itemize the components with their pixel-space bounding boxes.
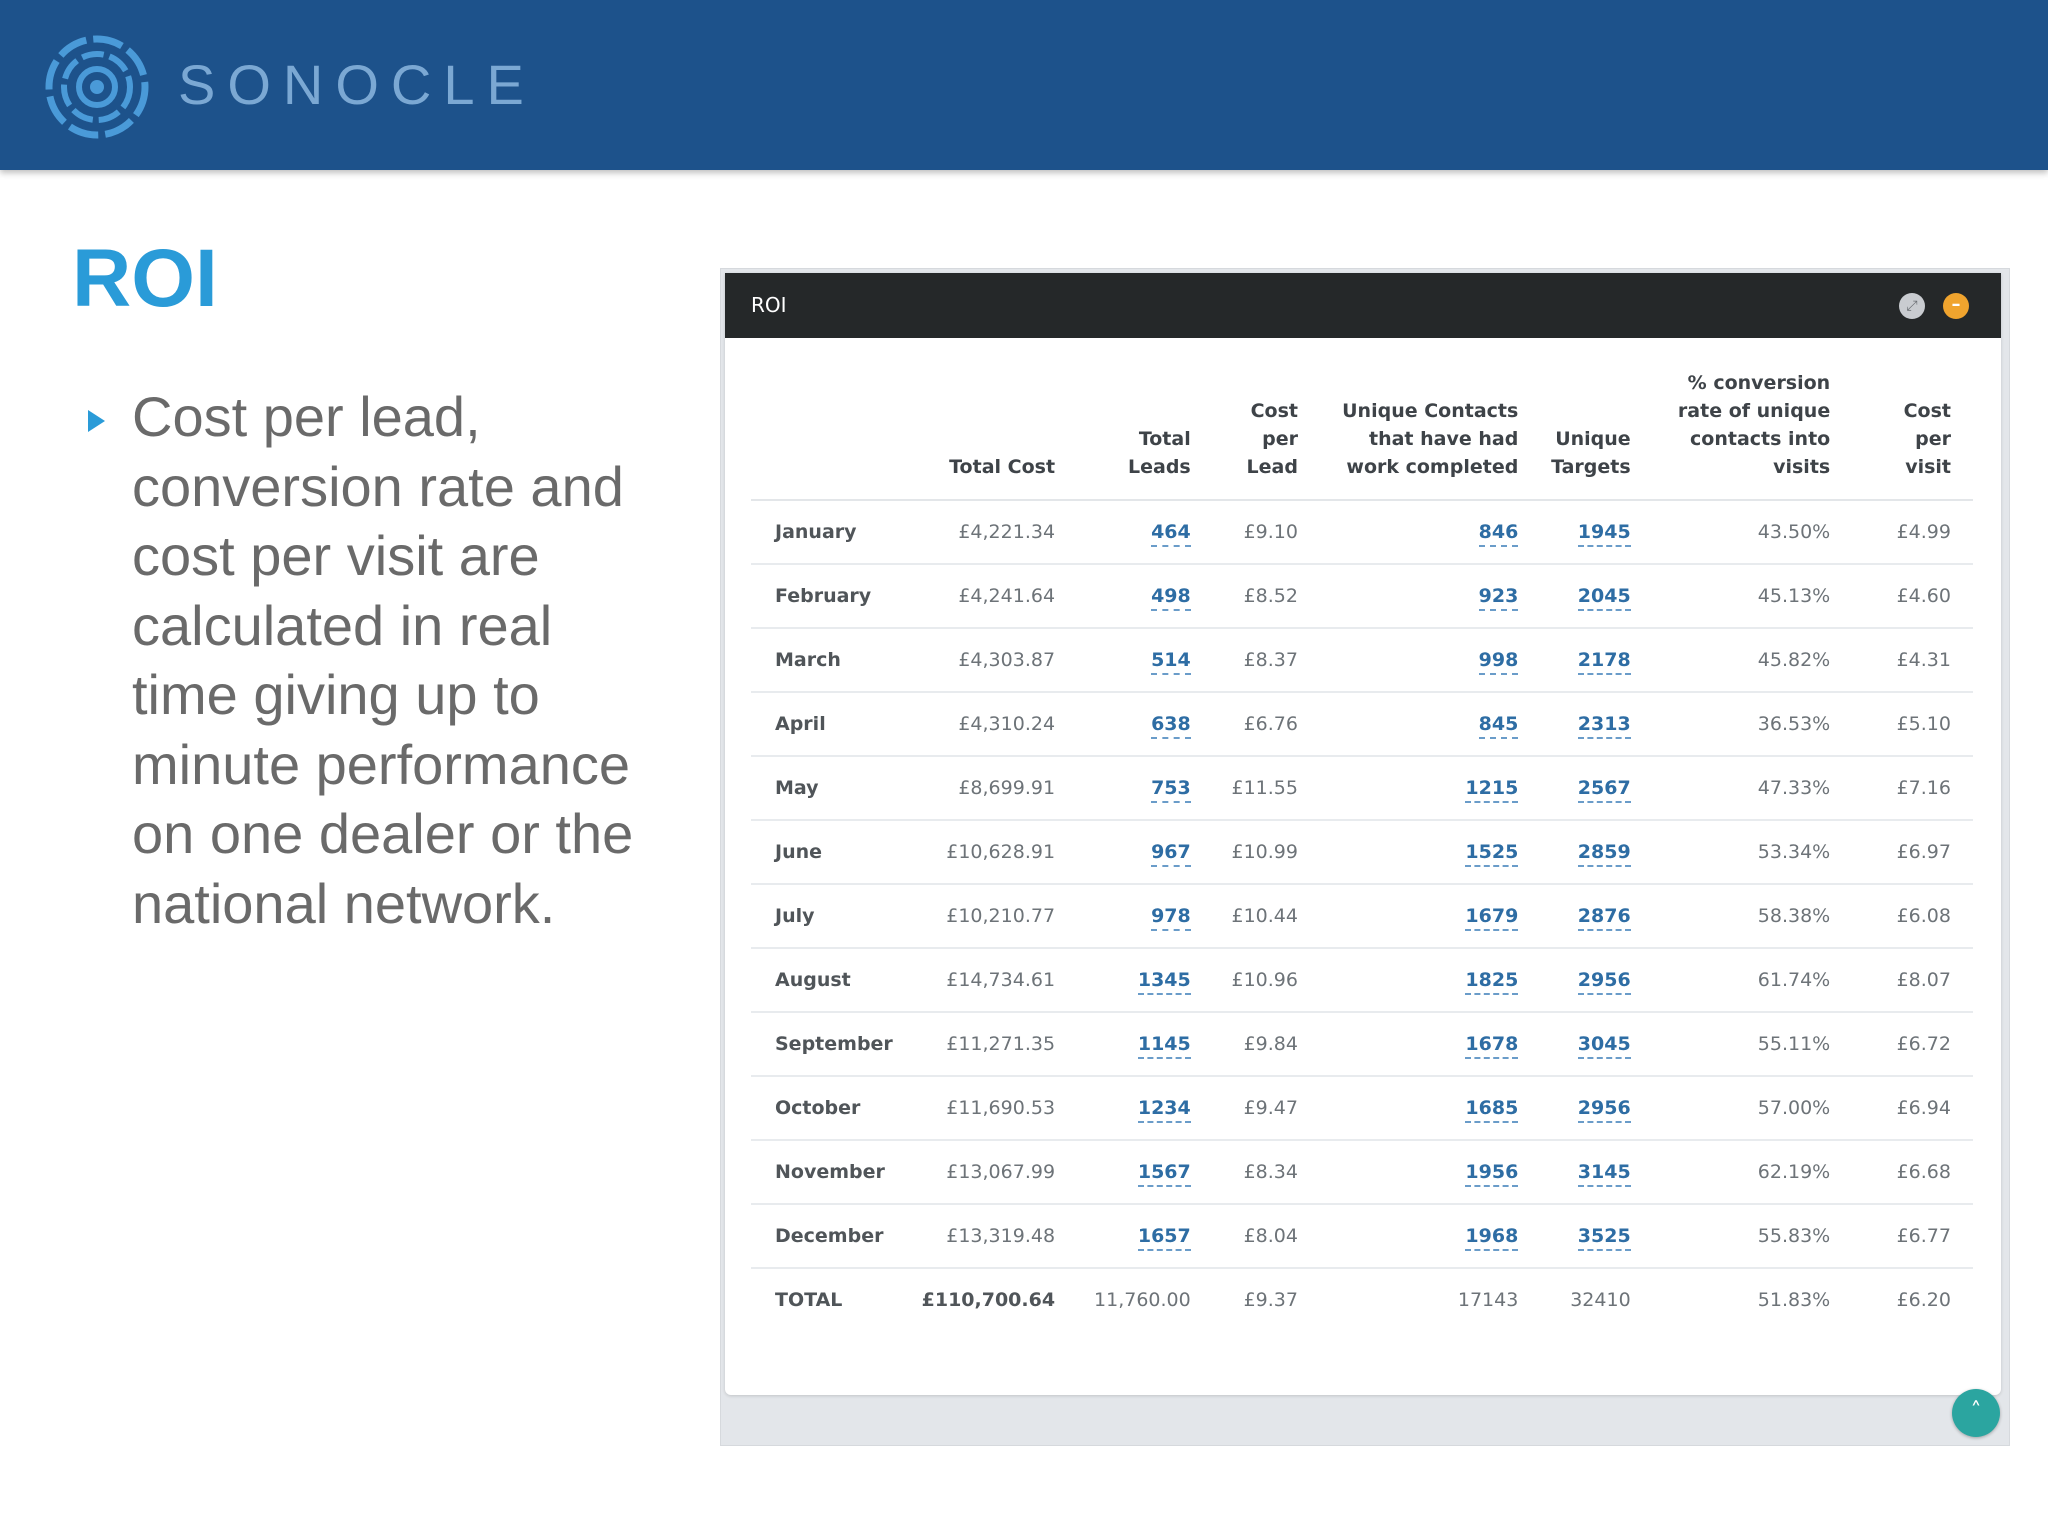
total-leads-cell [1077,564,1213,628]
unique-contacts-cell [1320,1140,1540,1204]
total-leads-link[interactable]: 638 [1151,713,1191,739]
cost-per-lead-cell: £10.96 [1213,948,1320,1012]
table-row [751,500,1973,564]
unique-contacts-link[interactable]: 845 [1479,713,1519,739]
unique-targets-cell [1540,884,1652,948]
cost-per-lead-cell: £9.47 [1213,1076,1320,1140]
cost-per-lead-cell: £6.76 [1213,692,1320,756]
unique-targets-link[interactable]: 2045 [1578,585,1631,611]
total-cost-cell: £4,221.34 [915,500,1077,564]
cost-per-visit-cell: £6.77 [1852,1204,1973,1268]
unique-contacts-link[interactable]: 923 [1479,585,1519,611]
unique-targets-cell [1540,756,1652,820]
table-row [751,1012,1973,1076]
cost-per-visit-cell: £6.68 [1852,1140,1973,1204]
cost-per-lead-cell: £9.84 [1213,1012,1320,1076]
cost-per-visit-cell: £6.97 [1852,820,1973,884]
cost-per-visit-cell: £6.72 [1852,1012,1973,1076]
conversion-cell: 55.83% [1653,1204,1853,1268]
total-cost-per-lead-value: £9.37 [1243,1289,1298,1311]
month-cell: April [751,692,915,756]
total-leads-link[interactable]: 498 [1151,585,1191,611]
panel-title-bar [725,273,2001,338]
table-row [751,756,1973,820]
table-row [751,1076,1973,1140]
month-cell: November [751,1140,915,1204]
unique-targets-link[interactable]: 2956 [1578,1097,1631,1123]
unique-contacts-cell [1320,820,1540,884]
column-header-conversion[interactable]: % conversion rate of unique contacts into visits [1653,369,1853,500]
table-row [751,564,1973,628]
total-cost-cell: £11,271.35 [915,1012,1077,1076]
conversion-cell: 36.53% [1653,692,1853,756]
total-leads-link[interactable]: 1145 [1138,1033,1191,1059]
unique-targets-cell [1540,1204,1652,1268]
month-cell: December [751,1204,915,1268]
table-row [751,1140,1973,1204]
unique-targets-link[interactable]: 2859 [1578,841,1631,867]
unique-contacts-link[interactable]: 846 [1479,521,1519,547]
table-row [751,628,1973,692]
total-leads-cell [1077,1140,1213,1204]
total-cost-cell: £10,628.91 [915,820,1077,884]
unique-contacts-link[interactable]: 1685 [1465,1097,1518,1123]
total-conversion-value: 51.83% [1757,1289,1831,1311]
unique-targets-cell [1540,692,1652,756]
total-leads-link[interactable]: 1567 [1138,1161,1191,1187]
unique-targets-cell [1540,948,1652,1012]
total-cost-cell: £13,319.48 [915,1204,1077,1268]
conversion-cell: 43.50% [1653,500,1853,564]
cost-per-visit-cell: £6.94 [1852,1076,1973,1140]
total-label: TOTAL [775,1289,843,1311]
total-leads-value: 11,760.00 [1094,1289,1191,1311]
total-unique-targets-value: 32410 [1570,1289,1631,1311]
cost-per-lead-cell: £10.99 [1213,820,1320,884]
unique-contacts-cell [1320,500,1540,564]
conversion-cell: 45.82% [1653,628,1853,692]
unique-contacts-cell [1320,1076,1540,1140]
conversion-cell: 61.74% [1653,948,1853,1012]
cost-per-visit-cell: £4.60 [1852,564,1973,628]
total-cost-cell: £14,734.61 [915,948,1077,1012]
unique-contacts-link[interactable]: 1215 [1465,777,1518,803]
column-header-cost-per-visit[interactable]: Cost per visit [1852,369,1973,500]
column-header-total-cost[interactable]: Total Cost [915,369,1077,500]
unique-contacts-cell [1320,628,1540,692]
cost-per-visit-cell: £8.07 [1852,948,1973,1012]
table-header-row [751,369,1973,500]
minimize-icon[interactable]: – [1943,293,1969,319]
cost-per-lead-cell: £8.52 [1213,564,1320,628]
unique-targets-link[interactable]: 3045 [1578,1033,1631,1059]
unique-targets-cell [1540,820,1652,884]
month-cell: March [751,628,915,692]
unique-targets-cell [1540,1012,1652,1076]
unique-targets-cell [1540,500,1652,564]
unique-targets-link[interactable]: 2956 [1578,969,1631,995]
cost-per-lead-cell: £8.37 [1213,628,1320,692]
panel-title: ROI [751,293,787,317]
total-leads-cell [1077,884,1213,948]
unique-contacts-link[interactable]: 1679 [1465,905,1518,931]
total-cost-cell: £4,241.64 [915,564,1077,628]
header-bar [0,0,2048,170]
month-cell: September [751,1012,915,1076]
conversion-cell: 62.19% [1653,1140,1853,1204]
cost-per-lead-cell: £10.44 [1213,884,1320,948]
total-leads-link[interactable]: 753 [1151,777,1191,803]
month-cell: October [751,1076,915,1140]
unique-targets-cell [1540,628,1652,692]
unique-targets-cell [1540,1140,1652,1204]
roi-panel-body [725,273,2001,1395]
roi-table [751,369,1973,1331]
cost-per-lead-cell: £9.10 [1213,500,1320,564]
total-leads-link[interactable]: 1657 [1138,1225,1191,1251]
column-header-unique-targets[interactable]: Unique Targets [1540,369,1652,500]
total-leads-cell [1077,1076,1213,1140]
unique-contacts-link[interactable]: 1968 [1465,1225,1518,1251]
month-cell: February [751,564,915,628]
total-cost-cell: £8,699.91 [915,756,1077,820]
total-cost-cell: £10,210.77 [915,884,1077,948]
cost-per-lead-cell: £8.34 [1213,1140,1320,1204]
month-cell: July [751,884,915,948]
unique-contacts-cell [1320,692,1540,756]
total-unique-contacts-value: 17143 [1457,1289,1519,1311]
column-header-month [751,369,915,500]
conversion-cell: 45.13% [1653,564,1853,628]
total-leads-link[interactable]: 1234 [1138,1097,1191,1123]
unique-targets-link[interactable]: 2178 [1578,649,1631,675]
unique-targets-link[interactable]: 2313 [1578,713,1631,739]
cost-per-visit-cell: £4.31 [1852,628,1973,692]
total-leads-link[interactable]: 514 [1151,649,1191,675]
unique-targets-cell [1540,1076,1652,1140]
total-leads-cell [1077,756,1213,820]
conversion-cell: 55.11% [1653,1012,1853,1076]
unique-contacts-cell [1320,1012,1540,1076]
conversion-cell: 58.38% [1653,884,1853,948]
bullet-triangle-icon [88,410,105,432]
total-cost-cell: £11,690.53 [915,1076,1077,1140]
table-row [751,1204,1973,1268]
slide-title: ROI [72,233,218,324]
sonocle-logo-icon [42,32,152,142]
roi-panel [720,268,2010,1446]
brand-name: SONOCLE [178,53,536,116]
total-leads-cell [1077,820,1213,884]
chevron-up-icon[interactable]: ˄ [1952,1389,2000,1437]
month-cell: January [751,500,915,564]
total-leads-cell [1077,628,1213,692]
unique-contacts-link[interactable]: 1525 [1465,841,1518,867]
unique-contacts-link[interactable]: 998 [1479,649,1519,675]
cost-per-visit-cell: £5.10 [1852,692,1973,756]
total-cost-cell: £4,303.87 [915,628,1077,692]
total-cost-cell: £4,310.24 [915,692,1077,756]
unique-contacts-link[interactable]: 1956 [1465,1161,1518,1187]
unique-targets-link[interactable]: 3145 [1578,1161,1631,1187]
table-row [751,884,1973,948]
total-leads-cell [1077,1204,1213,1268]
unique-contacts-cell [1320,564,1540,628]
table-row [751,820,1973,884]
table-row [751,692,1973,756]
cost-per-lead-cell: £11.55 [1213,756,1320,820]
unique-contacts-cell [1320,884,1540,948]
total-leads-link[interactable]: 967 [1151,841,1191,867]
month-cell: June [751,820,915,884]
conversion-cell: 53.34% [1653,820,1853,884]
column-header-unique-contacts[interactable]: Unique Contacts that have had work completed [1320,369,1540,500]
total-cost-per-visit-value: £6.20 [1896,1289,1951,1311]
unique-contacts-cell [1320,948,1540,1012]
total-cost-cell: £13,067.99 [915,1140,1077,1204]
table-row [751,948,1973,1012]
total-leads-cell [1077,948,1213,1012]
total-leads-cell [1077,692,1213,756]
total-leads-link[interactable]: 978 [1151,905,1191,931]
total-leads-link[interactable]: 464 [1151,521,1191,547]
total-leads-cell [1077,500,1213,564]
conversion-cell: 47.33% [1653,756,1853,820]
unique-targets-link[interactable]: 1945 [1578,521,1631,547]
unique-targets-cell [1540,564,1652,628]
cost-per-visit-cell: £7.16 [1852,756,1973,820]
total-cost-value: £110,700.64 [921,1289,1056,1311]
month-cell: August [751,948,915,1012]
unique-contacts-cell [1320,756,1540,820]
slide-bullet-text: Cost per lead, conversion rate and cost per visit are calculated in real time giving up to minute performance on one dealer or the national network. [132,385,634,935]
unique-targets-link[interactable]: 2876 [1578,905,1631,931]
expand-icon[interactable]: ⤢ [1899,293,1925,319]
unique-targets-link[interactable]: 3525 [1578,1225,1631,1251]
cost-per-visit-cell: £6.08 [1852,884,1973,948]
table-total-row [751,1268,1973,1331]
unique-targets-link[interactable]: 2567 [1578,777,1631,803]
month-cell: May [751,756,915,820]
total-leads-cell [1077,1012,1213,1076]
total-leads-link[interactable]: 1345 [1138,969,1191,995]
conversion-cell: 57.00% [1653,1076,1853,1140]
cost-per-visit-cell: £4.99 [1852,500,1973,564]
cost-per-lead-cell: £8.04 [1213,1204,1320,1268]
unique-contacts-link[interactable]: 1825 [1465,969,1518,995]
column-header-cost-per-lead[interactable]: Cost per Lead [1213,369,1320,500]
unique-contacts-cell [1320,1204,1540,1268]
unique-contacts-link[interactable]: 1678 [1465,1033,1518,1059]
column-header-total-leads[interactable]: Total Leads [1077,369,1213,500]
